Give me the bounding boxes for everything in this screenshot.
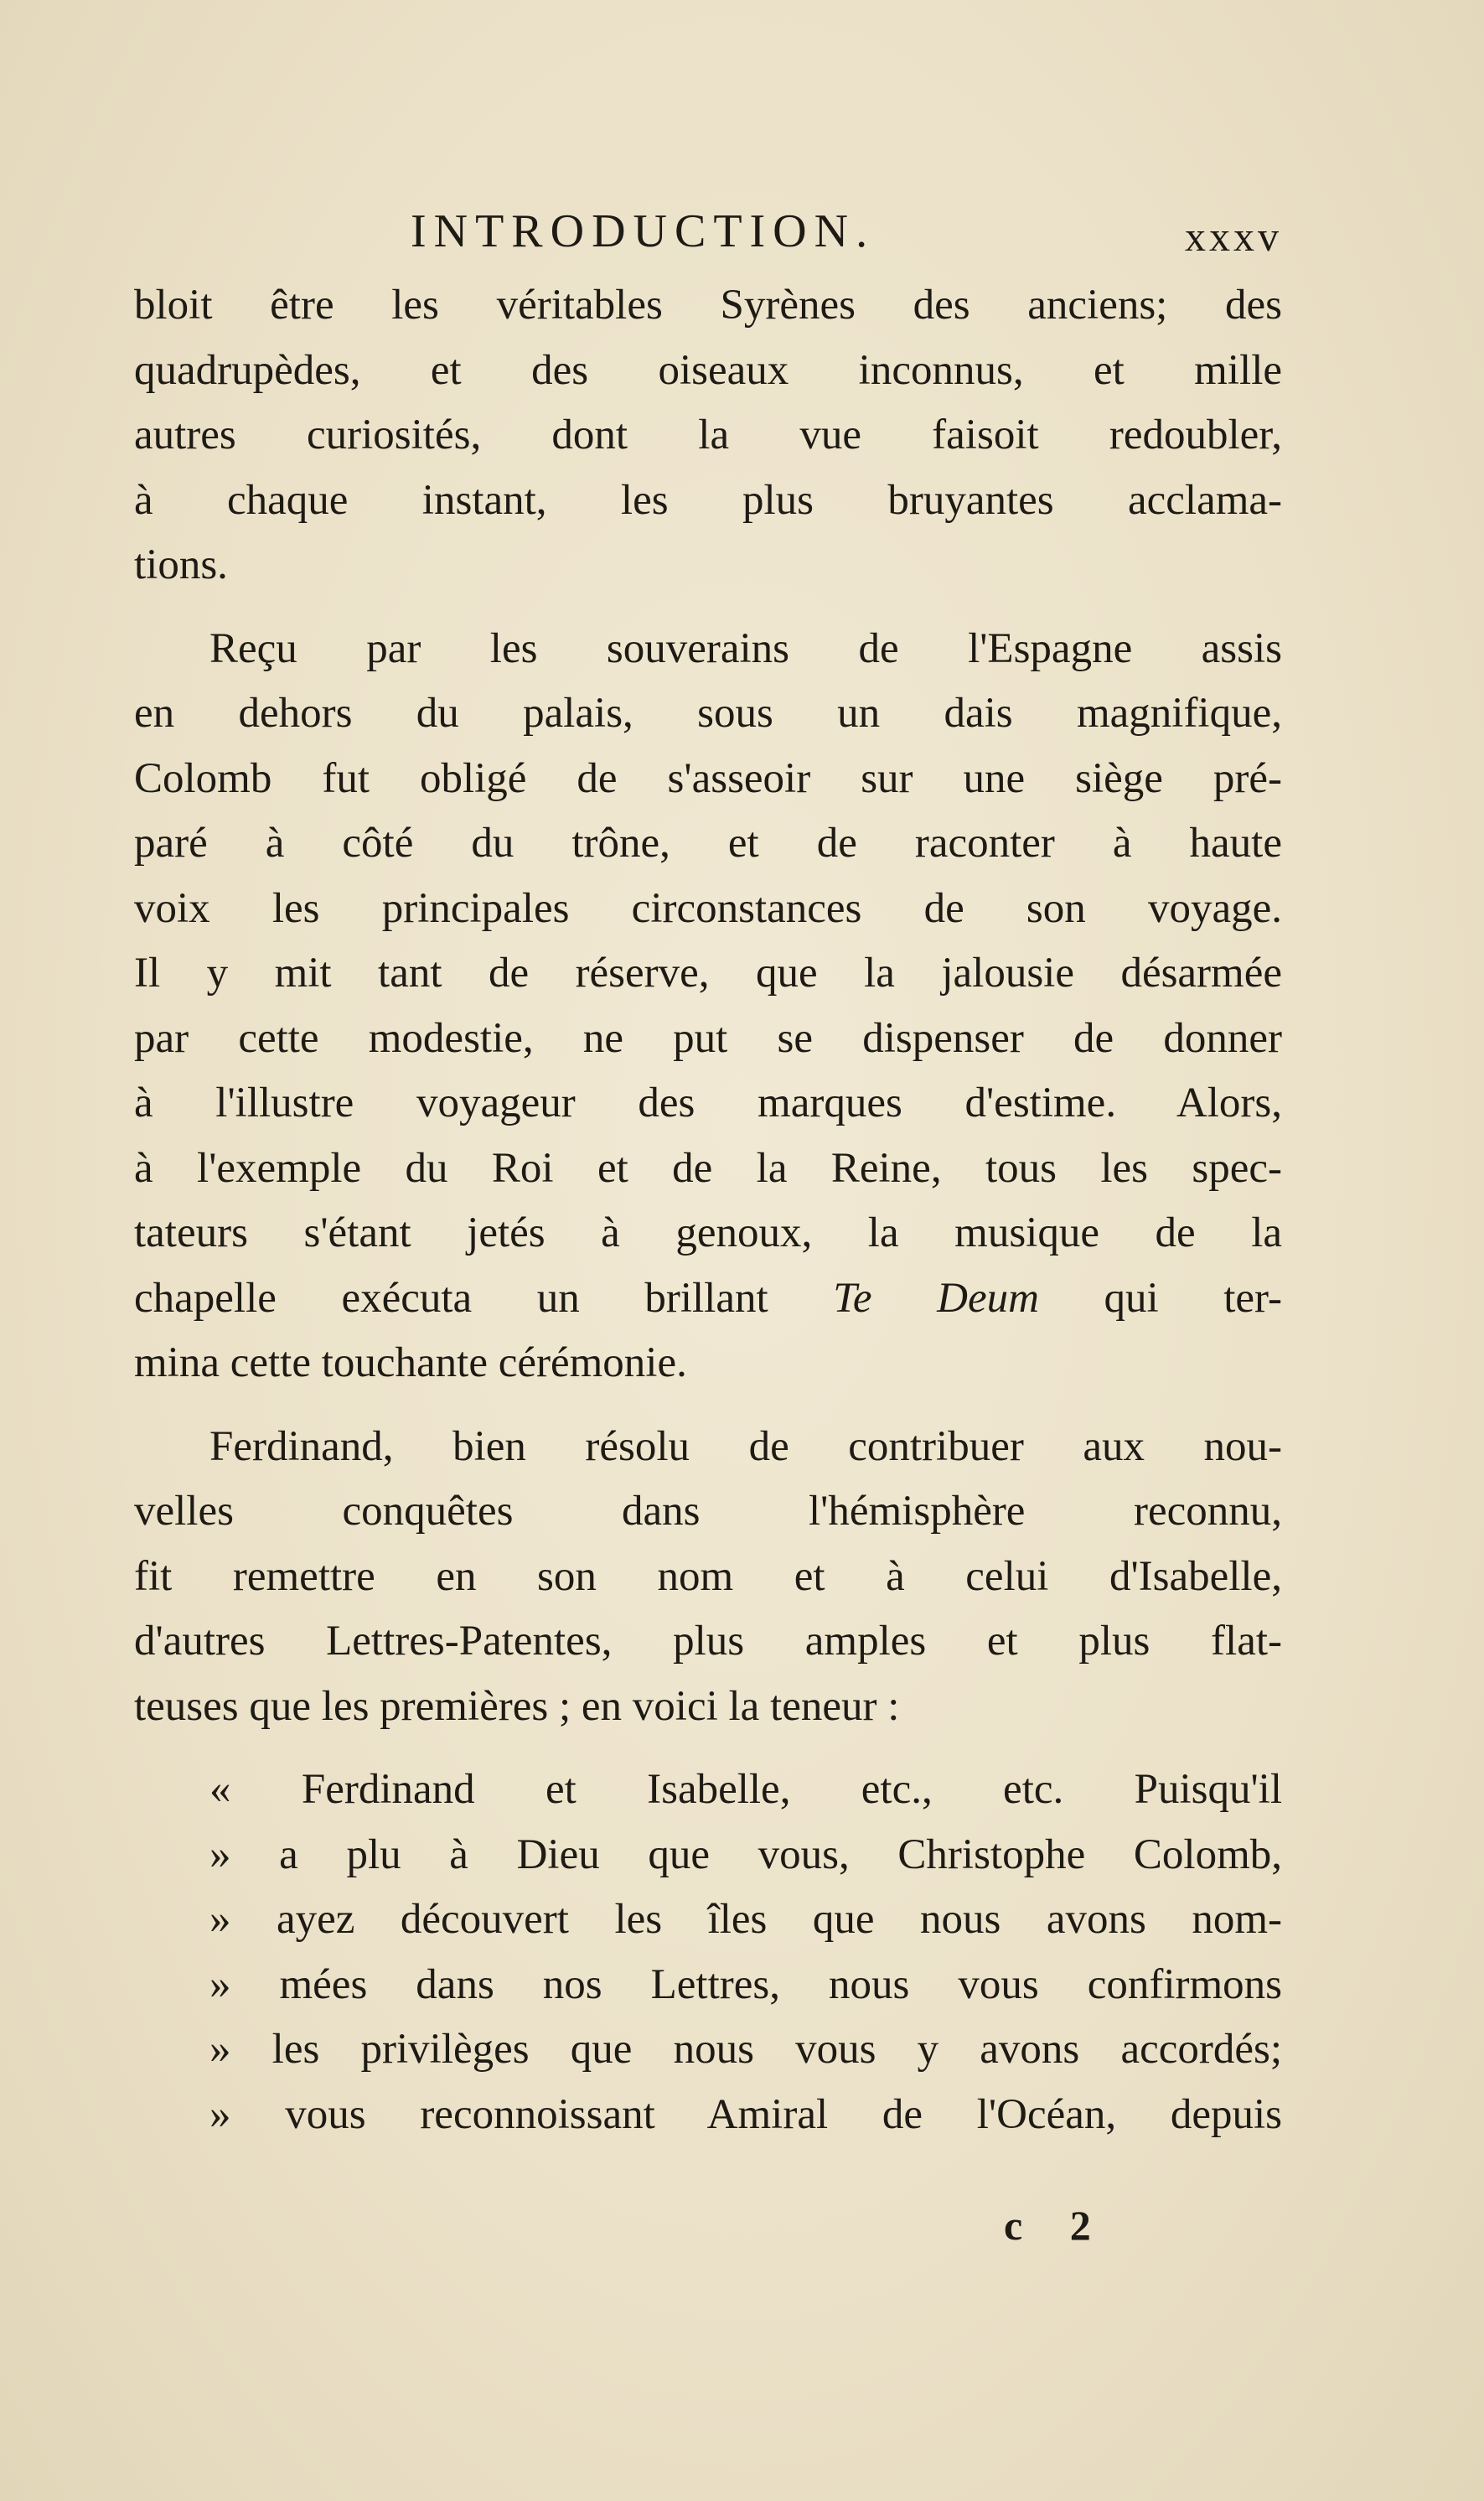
text-line: à l'illustre voyageur des marques d'estime. Alors, xyxy=(134,1080,1282,1126)
text-line: paré à côté du trône, et de raconter à haute xyxy=(134,820,1282,867)
text-line: teuses que les premières ; en voici la teneur : xyxy=(134,1682,900,1730)
text-line: à l'exemple du Roi et de la Reine, tous les spec- xyxy=(134,1144,1282,1192)
text-line: à chaque instant, les plus bruyantes acclama- xyxy=(134,476,1282,524)
text-line: quadrupèdes, et des oiseaux inconnus, et mille xyxy=(134,346,1282,394)
text-line: « Ferdinand et Isabelle, etc., etc. Puisqu'il xyxy=(209,1766,1282,1813)
text-line: Ferdinand, bien résolu de contribuer aux nou- xyxy=(209,1422,1282,1470)
text-line: » vous reconnoissant Amiral de l'Océan, depuis xyxy=(209,2090,1282,2138)
text-line: d'autres Lettres-Patentes, plus amples et plus flat- xyxy=(134,1618,1282,1665)
paragraph-gap xyxy=(134,1739,1282,1758)
text-line: tions. xyxy=(134,541,228,588)
text-segment: chapelle exécuta un brillant xyxy=(134,1274,768,1322)
running-title: INTRODUCTION. xyxy=(411,205,876,257)
page-number: xxxv xyxy=(1185,213,1282,260)
text-line: » ayez découvert les îles que nous avons nom- xyxy=(209,1896,1282,1943)
text-line: par cette modestie, ne put se dispenser de donner xyxy=(134,1014,1282,1062)
text-segment: qui ter- xyxy=(1104,1274,1282,1322)
paragraph-gap xyxy=(134,1396,1282,1415)
text-line-with-italic xyxy=(134,1266,1282,1332)
text-line: tateurs s'étant jetés à genoux, la musique de la xyxy=(134,1209,1282,1256)
text-line: mina cette touchante cérémonie. xyxy=(134,1339,687,1386)
text-line: autres curiosités, dont la vue faisoit redoubler, xyxy=(134,412,1282,458)
body-text xyxy=(134,273,1282,2147)
text-line: Reçu par les souverains de l'Espagne assis xyxy=(209,624,1282,672)
page-header xyxy=(134,198,1282,265)
text-line: fit remettre en son nom et à celui d'Isabelle, xyxy=(134,1552,1282,1600)
text-line: Colomb fut obligé de s'asseoir sur une siège pré- xyxy=(134,754,1282,802)
text-line: en dehors du palais, sous un dais magnifique, xyxy=(134,690,1282,737)
text-line: velles conquêtes dans l'hémisphère reconnu, xyxy=(134,1488,1282,1535)
text-line: Il y mit tant de réserve, que la jalousie désarmée xyxy=(134,950,1282,997)
text-line: » mées dans nos Lettres, nous vous confirmons xyxy=(209,1960,1282,2008)
text-line: » les privilèges que nous vous y avons accordés; xyxy=(209,2026,1282,2073)
italic-phrase: Te Deum xyxy=(833,1274,1039,1322)
paragraph-gap xyxy=(134,598,1282,617)
text-line: voix les principales circonstances de son voyage. xyxy=(134,884,1282,932)
text-line: » a plu à Dieu que vous, Christophe Colomb, xyxy=(209,1830,1282,1878)
text-line: bloit être les véritables Syrènes des anciens; des xyxy=(134,282,1282,329)
signature-mark: c 2 xyxy=(1004,2202,1109,2249)
